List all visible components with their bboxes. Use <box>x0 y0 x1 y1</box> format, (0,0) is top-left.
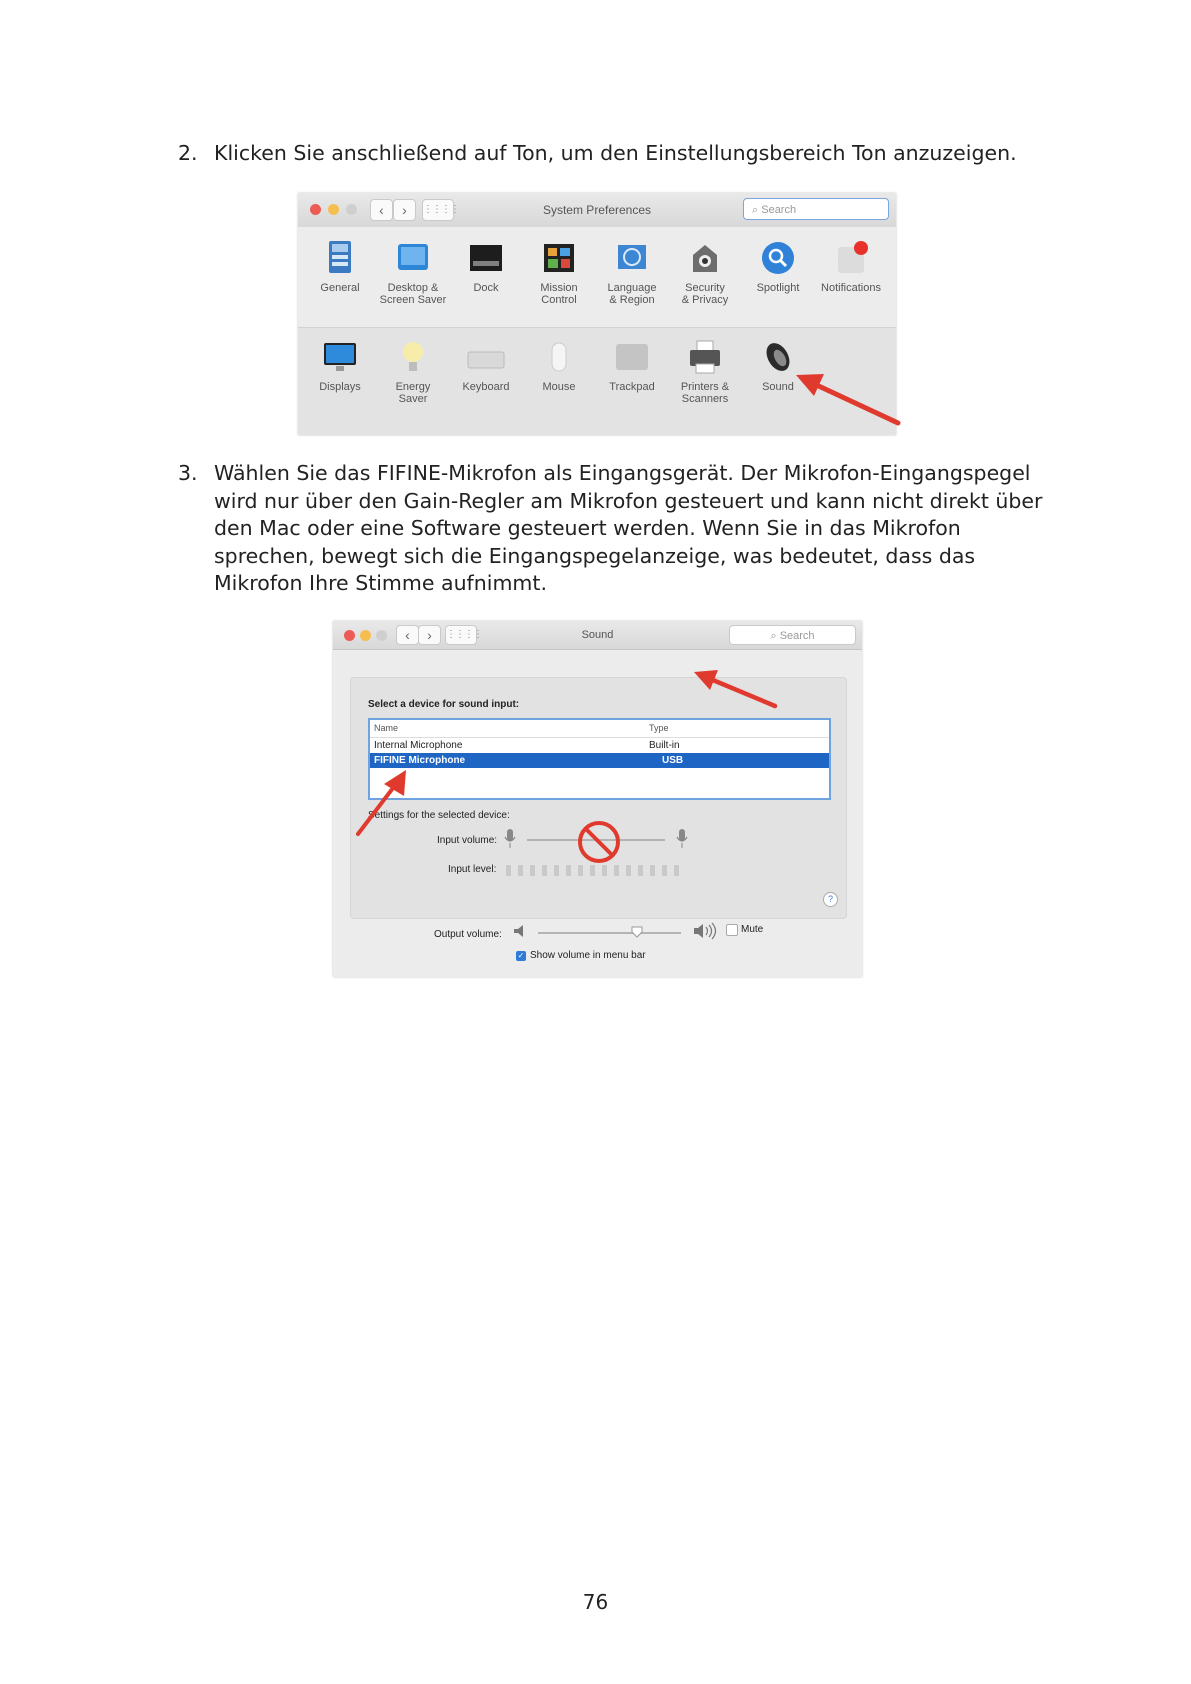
pref-label-2: Scanners <box>681 393 729 405</box>
titlebar <box>333 621 862 650</box>
page-number: 76 <box>582 1590 609 1614</box>
device-type: Built-in <box>649 740 680 751</box>
mission-control-icon <box>540 239 578 277</box>
show-all-icon[interactable]: ⋮⋮⋮⋮ <box>445 625 477 645</box>
back-button[interactable]: ‹ <box>396 625 419 645</box>
step-3 <box>178 460 1058 598</box>
arrow-icon <box>352 766 414 840</box>
pref-label: Dock <box>473 282 499 294</box>
show-volume-label: Show volume in menu bar <box>530 950 646 961</box>
slider-knob[interactable] <box>631 926 643 938</box>
mute-checkbox[interactable] <box>726 924 738 936</box>
pref-general[interactable] <box>304 239 376 294</box>
general-icon <box>321 239 359 277</box>
pref-label: Energy <box>395 381 431 393</box>
pref-label-2: Saver <box>398 393 428 405</box>
pref-spotlight[interactable] <box>742 239 814 294</box>
settings-label: Settings for the selected device: <box>368 810 510 821</box>
search-placeholder: Search <box>779 630 815 642</box>
trackpad-icon <box>613 338 651 376</box>
show-all-icon[interactable]: ⋮⋮⋮⋮ <box>422 199 454 221</box>
step-text: Klicken Sie anschließend auf Ton, um den Einstellungsbereich Ton anzuzeigen. <box>214 141 1017 165</box>
pref-desktop[interactable] <box>377 239 449 306</box>
back-button[interactable]: ‹ <box>370 199 393 221</box>
step-2 <box>178 140 1058 168</box>
search-input[interactable] <box>729 625 856 645</box>
language-icon <box>613 239 651 277</box>
pref-printers[interactable] <box>669 338 741 405</box>
output-volume-label: Output volume: <box>434 929 502 940</box>
mic-low-icon <box>503 827 517 851</box>
device-table[interactable] <box>368 718 831 800</box>
select-device-label: Select a device for sound input: <box>368 699 520 710</box>
pref-label: Sound <box>762 381 794 393</box>
pref-label: Displays <box>319 381 361 393</box>
input-panel <box>350 677 847 919</box>
table-header <box>370 720 829 738</box>
pref-label-2: & Privacy <box>681 294 729 306</box>
mouse-icon <box>540 338 578 376</box>
pref-energy-saver[interactable] <box>377 338 449 405</box>
search-placeholder: Search <box>761 204 797 216</box>
search-input[interactable] <box>743 198 889 220</box>
window-title: System Preferences <box>542 203 652 217</box>
pref-mouse[interactable] <box>523 338 595 393</box>
forward-button[interactable]: › <box>393 199 416 221</box>
energy-saver-icon <box>394 338 432 376</box>
pref-dock[interactable] <box>450 239 522 294</box>
step-number: 3. <box>178 461 198 485</box>
printer-icon <box>686 338 724 376</box>
output-volume-slider[interactable] <box>538 932 681 934</box>
table-row-selected[interactable] <box>370 753 829 768</box>
device-type: USB <box>662 755 684 766</box>
mic-high-icon <box>673 827 691 851</box>
pref-label-2: Screen Saver <box>379 294 447 306</box>
input-level-meter <box>506 865 696 876</box>
prefs-row-1 <box>298 227 896 328</box>
pref-keyboard[interactable] <box>450 338 522 393</box>
keyboard-icon <box>467 338 505 376</box>
pref-label-2: & Region <box>609 294 655 306</box>
show-volume-checkbox[interactable]: ✓ <box>517 951 525 960</box>
device-name: FIFINE Microphone <box>374 755 466 766</box>
pref-security[interactable] <box>669 239 741 306</box>
speaker-high-icon <box>693 922 719 940</box>
pref-label: Security <box>685 282 725 294</box>
prohibited-icon <box>576 819 622 865</box>
col-name-header: Name <box>374 723 399 733</box>
table-row[interactable] <box>370 738 829 753</box>
window-title: Sound <box>581 629 614 641</box>
notifications-icon <box>832 239 870 277</box>
pref-label: Mission <box>540 282 578 294</box>
displays-icon <box>321 338 359 376</box>
mute-label: Mute <box>741 924 764 935</box>
pref-trackpad[interactable] <box>596 338 668 393</box>
pref-label: General <box>320 282 360 294</box>
device-name: Internal Microphone <box>374 740 463 751</box>
help-button[interactable]: ? <box>823 892 838 907</box>
dock-icon <box>467 239 505 277</box>
titlebar <box>298 193 896 228</box>
security-icon <box>686 239 724 277</box>
input-level-label: Input level: <box>448 864 497 875</box>
pref-notifications[interactable] <box>815 239 887 294</box>
pref-label: Spotlight <box>756 282 800 294</box>
spotlight-icon <box>759 239 797 277</box>
col-type-header: Type <box>649 723 669 733</box>
step-text: Wählen Sie das FIFINE-Mikrofon als Eingangsgerät. Der Mikrofon-Eingangspegel wird nur über den Gain-Regler am Mikrofon gesteuert und kann nicht direkt über den Mac oder eine Software gesteuert werden. Wenn Sie in das Mikrofon sprechen, bewegt sich die Eingangspegelanzeige, was bedeutet, dass das Mikrofon Ihre Stimme aufnimmt. <box>214 461 1043 595</box>
pref-language[interactable] <box>596 239 668 306</box>
arrow-icon <box>790 370 905 430</box>
pref-label-2: Control <box>541 294 577 306</box>
input-volume-label: Input volume: <box>437 835 498 846</box>
pref-label: Mouse <box>542 381 576 393</box>
speaker-low-icon <box>513 924 527 938</box>
arrow-icon <box>690 668 790 712</box>
pref-label: Printers & <box>680 381 730 393</box>
pref-label: Trackpad <box>609 381 655 393</box>
search-icon: ⌕ <box>752 204 759 216</box>
step-number: 2. <box>178 141 198 165</box>
pref-label: Keyboard <box>462 381 510 393</box>
forward-button[interactable]: › <box>418 625 441 645</box>
pref-mission-control[interactable] <box>523 239 595 306</box>
pref-displays[interactable] <box>304 338 376 393</box>
pref-label: Desktop & <box>387 282 439 294</box>
pref-label: Language <box>607 282 657 294</box>
desktop-icon <box>394 239 432 277</box>
pref-label: Notifications <box>821 282 881 294</box>
search-icon: ⌕ <box>770 630 777 642</box>
